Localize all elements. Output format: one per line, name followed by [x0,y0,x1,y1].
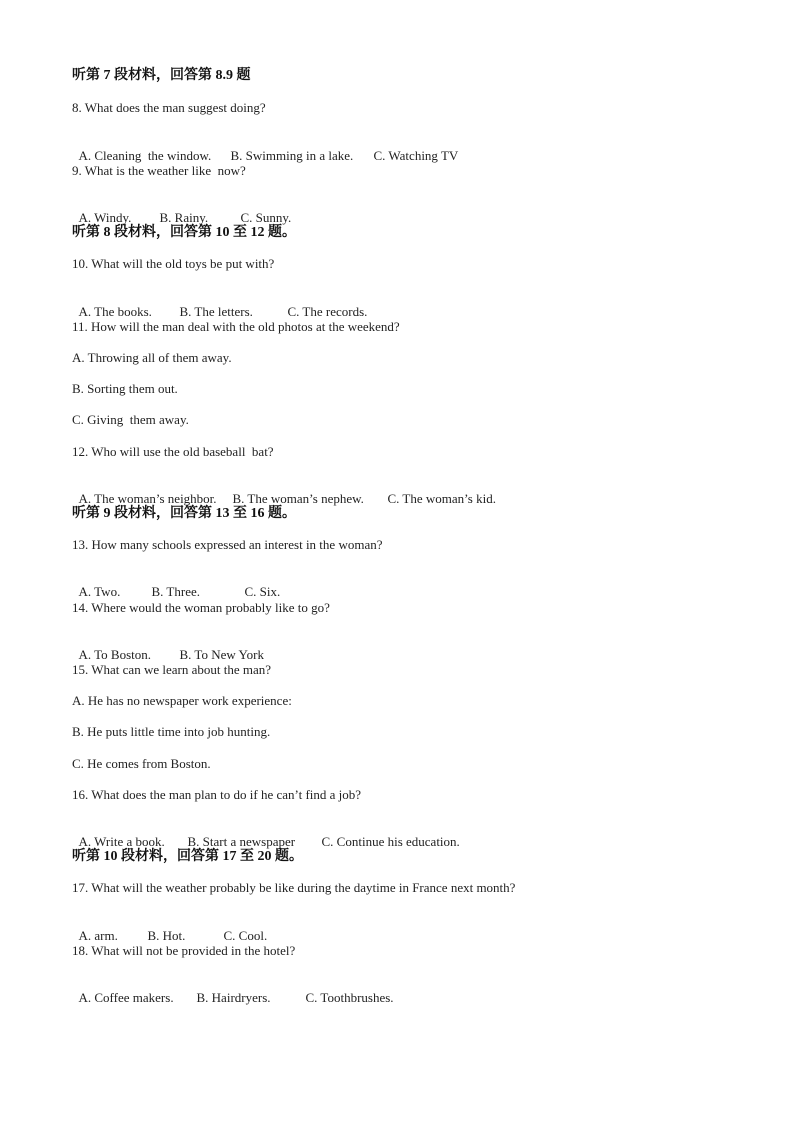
section-heading: 听第 8 段材料，回答第 10 至 12 题。 [72,225,296,240]
options-row [72,132,458,164]
options-row [72,568,280,600]
options-row [72,475,496,507]
question-text: 18. What will not be provided in the hotel? [72,943,296,958]
question-text: 16. What does the man plan to do if he can’t find a job? [72,787,362,802]
option-c: C. He comes from Boston. [72,756,211,771]
question-text: 8. What does the man suggest doing? [72,100,266,115]
section-heading: 听第 10 段材料，回答第 17 至 20 题。 [72,849,303,864]
options-row [72,974,394,1006]
option-b: B. Start a newspaper [187,834,296,849]
option-c: C. Toothbrushes. [305,990,394,1005]
question-text: 15. What can we learn about the man? [72,662,272,677]
option-c: C. Cool. [223,928,268,943]
question-text: 10. What will the old toys be put with? [72,256,275,271]
question-text: 17. What will the weather probably be like during the daytime in France next month? [72,880,516,895]
option-a: A. Windy. [78,210,132,225]
options-row [72,818,460,850]
option-b: B. Hot. [147,928,186,943]
options-row [72,631,264,663]
option-a: A. The woman’s neighbor. [78,491,217,506]
option-b: B. Rainy. [159,210,209,225]
option-c: C. Giving them away. [72,412,189,427]
option-a: A. Coffee makers. [78,990,174,1005]
option-a: A. arm. [78,928,118,943]
options-row [72,288,367,320]
options-row [72,194,291,226]
option-b: B. The letters. [179,304,253,319]
option-b: B. Sorting them out. [72,381,178,396]
question-text: 14. Where would the woman probably like to go? [72,600,330,615]
option-c: C. Six. [244,584,281,599]
question-text: 13. How many schools expressed an interest in the woman? [72,537,383,552]
option-c: C. The records. [287,304,368,319]
option-b: B. Hairdryers. [196,990,271,1005]
option-b: B. Swimming in a lake. [230,148,354,163]
option-b: B. The woman’s nephew. [232,491,364,506]
section-heading: 听第 9 段材料，回答第 13 至 16 题。 [72,506,296,521]
option-a: A. Two. [78,584,121,599]
option-a: A. He has no newspaper work experience: [72,693,292,708]
question-text: 12. Who will use the old baseball bat? [72,444,274,459]
section-heading: 听第 7 段材料，回答第 8.9 题 [72,68,251,83]
option-c: C. Watching TV [373,148,459,163]
option-b: B. He puts little time into job hunting. [72,724,271,739]
option-c: C. The woman’s kid. [387,491,496,506]
options-row [72,912,267,944]
option-c: C. Continue his education. [321,834,460,849]
option-c: C. Sunny. [240,210,292,225]
question-text: 9. What is the weather like now? [72,163,246,178]
option-b: B. To New York [179,647,264,662]
option-a: A. Cleaning the window. [78,148,212,163]
question-text: 11. How will the man deal with the old photos at the weekend? [72,319,400,334]
option-a: A. To Boston. [78,647,152,662]
option-a: A. Throwing all of them away. [72,350,232,365]
option-a: A. The books. [78,304,152,319]
option-a: A. Write a book. [78,834,165,849]
option-b: B. Three. [151,584,200,599]
